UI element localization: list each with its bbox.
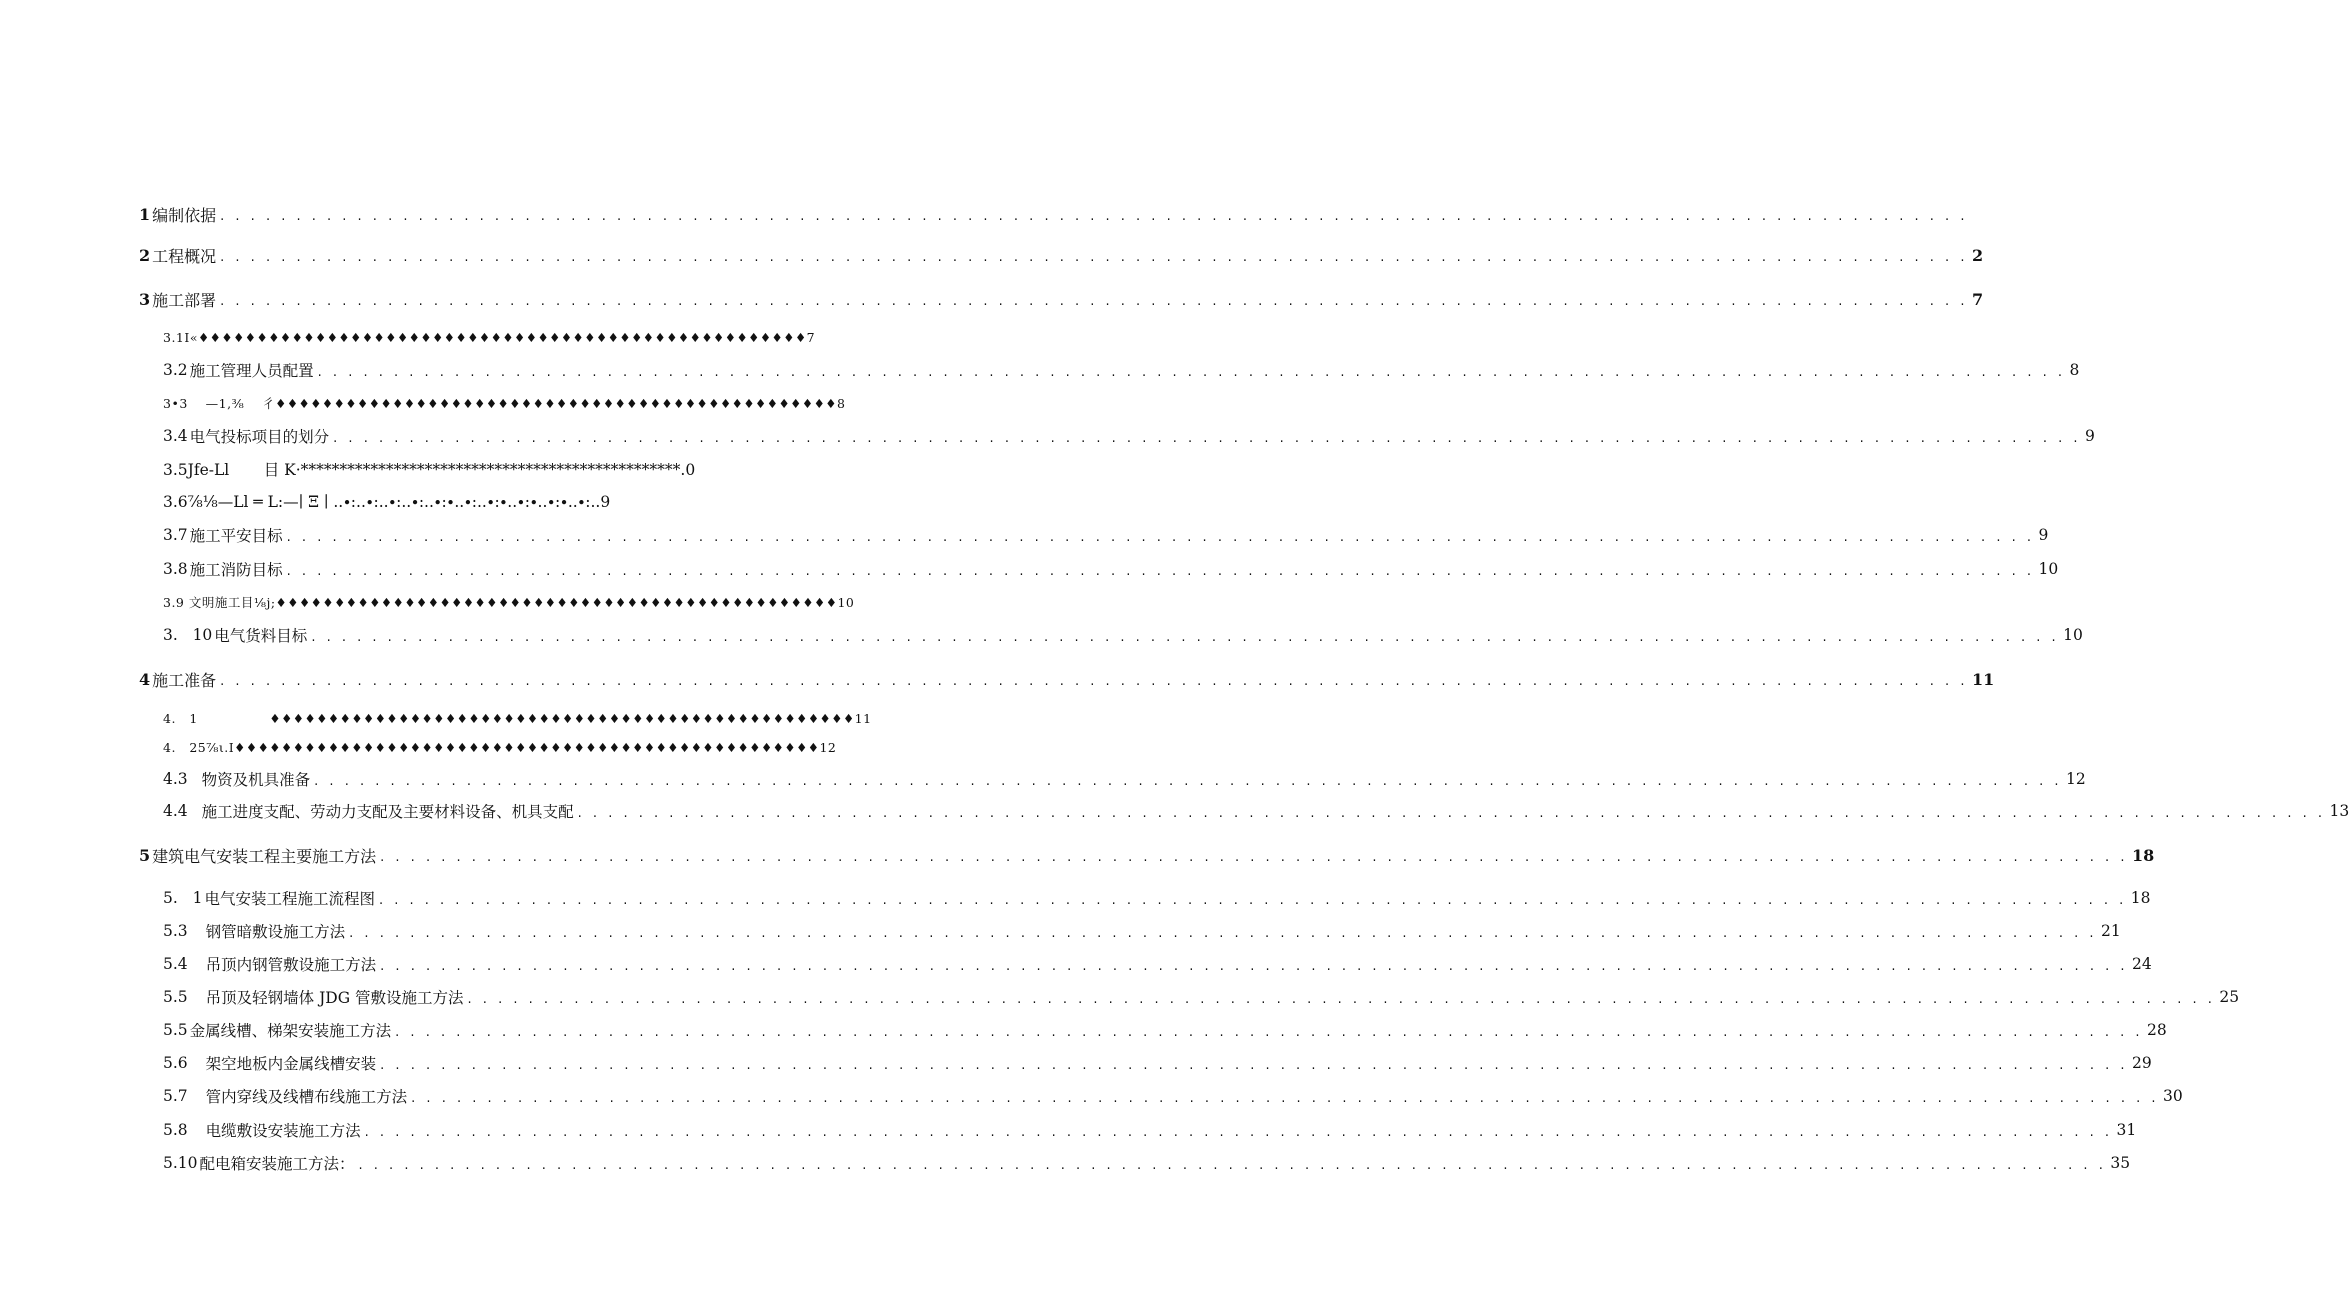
toc-page: 30 — [2162, 1087, 2183, 1105]
toc-title: 管内穿线及线槽布线施工方法 — [205, 1088, 408, 1106]
toc-page: 24 — [2131, 955, 2152, 973]
toc-entry-5-10[interactable] — [163, 1149, 2131, 1177]
toc-entry-3-9[interactable] — [163, 588, 855, 616]
toc-page: 9 — [2084, 427, 2095, 445]
toc-number: 5.10 — [163, 1154, 198, 1172]
toc-entry-4-4[interactable] — [163, 797, 2349, 825]
toc-page: 11 — [1971, 669, 1995, 689]
toc-entry-3-3[interactable] — [163, 389, 846, 417]
toc-entry-3-7[interactable] — [163, 521, 2049, 549]
toc-entry-4-1[interactable] — [163, 704, 872, 732]
toc-number: 3.8 — [163, 560, 188, 578]
toc-number: 4.4 — [163, 802, 188, 820]
toc-entry-5-5b[interactable] — [163, 1016, 2167, 1044]
toc-page: 25 — [2219, 988, 2240, 1006]
toc-entry-5-5a[interactable] — [163, 983, 2240, 1011]
toc-number: 5.4 — [163, 955, 188, 973]
toc-page: 10 — [2063, 626, 2083, 644]
toc-number: 5.6 — [163, 1054, 188, 1072]
toc-page: 13 — [2329, 802, 2349, 820]
dot-leader — [359, 1158, 2107, 1173]
toc-title: 施工消防目标 — [189, 561, 283, 579]
toc-number: 5.5 — [163, 988, 188, 1006]
toc-garbled-text: 4. 25⅞ι.I♦♦♦♦♦♦♦♦♦♦♦♦♦♦♦♦♦♦♦♦♦♦♦♦♦♦♦♦♦♦♦♦♦♦♦♦♦♦♦♦♦♦♦♦♦♦♦♦♦♦12 — [163, 739, 837, 755]
toc-number: 5 — [139, 845, 151, 865]
toc-title: 钢管暗敷设施工方法 — [205, 923, 346, 941]
dot-leader — [220, 294, 1968, 309]
toc-entry-3-8[interactable] — [163, 555, 2059, 583]
dot-leader — [311, 630, 2059, 645]
toc-title: 电气货料目标 — [214, 627, 308, 645]
toc-title: 施工部署 — [152, 290, 217, 310]
toc-page: 7 — [1971, 289, 1984, 309]
toc-page: 18 — [2131, 845, 2155, 865]
toc-page: 18 — [2130, 889, 2151, 907]
toc-page: 8 — [2069, 361, 2080, 379]
toc-page: 31 — [2116, 1121, 2137, 1139]
dot-leader — [287, 530, 2035, 545]
toc-page: 10 — [2038, 560, 2059, 578]
toc-entry-5-6[interactable] — [163, 1049, 2152, 1077]
toc-page: 12 — [2065, 770, 2086, 788]
toc-page: 2 — [1971, 245, 1984, 265]
toc-title: 吊顶及轻钢墙体 JDG 管敷设施工方法 — [205, 989, 464, 1007]
toc-title: 建筑电气安装工程主要施工方法 — [152, 846, 377, 866]
dot-leader — [333, 431, 2081, 446]
toc-entry-1[interactable] — [139, 200, 759, 228]
toc-entry-3-5[interactable] — [163, 455, 733, 483]
dot-leader — [349, 926, 2097, 941]
toc-number: 5.3 — [163, 922, 188, 940]
toc-title: 编制依据 — [152, 205, 217, 225]
toc-garbled-text: 3.9 文明施工目⅛j;♦♦♦♦♦♦♦♦♦♦♦♦♦♦♦♦♦♦♦♦♦♦♦♦♦♦♦♦♦♦♦♦♦♦♦♦♦♦♦♦♦♦♦♦♦♦♦♦10 — [163, 595, 855, 610]
toc-number: 2 — [139, 245, 151, 265]
dot-leader — [411, 1091, 2159, 1106]
toc-number: 5.7 — [163, 1087, 188, 1105]
toc-number: 3. 10 — [163, 626, 213, 644]
toc-garbled-text: 3.5Jfe-Ll 目 K·*************************************************.0 — [163, 461, 696, 479]
dot-leader — [220, 674, 1968, 689]
toc-entry-5-8[interactable] — [163, 1116, 2137, 1144]
toc-number: 5.8 — [163, 1121, 188, 1139]
toc-garbled-text: 3•3 —1,⅜ 彳♦♦♦♦♦♦♦♦♦♦♦♦♦♦♦♦♦♦♦♦♦♦♦♦♦♦♦♦♦♦♦♦♦♦♦♦♦♦♦♦♦♦♦♦♦♦♦♦8 — [163, 396, 846, 411]
dot-leader — [365, 1125, 2113, 1140]
toc-entry-4-3[interactable] — [163, 765, 2086, 793]
dot-leader — [380, 850, 2128, 865]
toc-entry-4-2[interactable] — [163, 733, 837, 761]
toc-entry-3-10[interactable] — [163, 621, 2083, 649]
toc-entry-5-4[interactable] — [163, 950, 2152, 978]
toc-page: 28 — [2146, 1021, 2167, 1039]
toc-entry-3-4[interactable] — [163, 422, 2095, 450]
dot-leader — [395, 1025, 2143, 1040]
toc-title: 施工进度支配、劳动力支配及主要材料设备、机具支配 — [201, 803, 574, 821]
toc-title: 物资及机具准备 — [201, 771, 311, 789]
toc-title: 施工管理人员配置 — [189, 362, 314, 380]
toc-page: 9 — [2038, 526, 2049, 544]
toc-title: 配电箱安装施工方法： — [199, 1155, 355, 1173]
dot-leader — [578, 806, 2326, 821]
toc-page: 21 — [2100, 922, 2121, 940]
toc-number: 4.3 — [163, 770, 188, 788]
toc-title: 电气投标项目的划分 — [189, 428, 330, 446]
toc-entry-3[interactable] — [139, 285, 1984, 313]
toc-title: 金属线槽、梯架安装施工方法 — [189, 1022, 392, 1040]
toc-page: 35 — [2110, 1154, 2131, 1172]
toc-page: 29 — [2131, 1054, 2152, 1072]
toc-title: 吊顶内钢管敷设施工方法 — [205, 956, 377, 974]
toc-entry-4[interactable] — [139, 665, 1995, 693]
dot-leader — [220, 250, 1968, 265]
toc-garbled-text: 3.1I«♦♦♦♦♦♦♦♦♦♦♦♦♦♦♦♦♦♦♦♦♦♦♦♦♦♦♦♦♦♦♦♦♦♦♦♦♦♦♦♦♦♦♦♦♦♦♦♦♦♦♦♦7 — [163, 329, 816, 345]
toc-entry-5-1[interactable] — [163, 884, 2151, 912]
dot-leader — [318, 365, 2066, 380]
dot-leader — [380, 959, 2128, 974]
dot-leader — [287, 564, 2035, 579]
toc-title: 施工准备 — [152, 670, 217, 690]
toc-title: 电缆敷设安装施工方法 — [205, 1122, 361, 1140]
toc-title: 电气安装工程施工流程图 — [204, 890, 375, 908]
dot-leader — [379, 893, 2127, 908]
toc-title: 工程概况 — [152, 246, 217, 266]
dot-leader — [220, 209, 1968, 224]
toc-number: 4 — [139, 669, 151, 689]
toc-garbled-text: 4. 1 ♦♦♦♦♦♦♦♦♦♦♦♦♦♦♦♦♦♦♦♦♦♦♦♦♦♦♦♦♦♦♦♦♦♦♦♦♦♦♦♦♦♦♦♦♦♦♦♦♦♦11 — [163, 710, 872, 726]
toc-entry-3-6[interactable] — [163, 488, 611, 516]
toc-title: 施工平安目标 — [189, 527, 283, 545]
dot-leader — [314, 774, 2062, 789]
toc-number: 3.7 — [163, 526, 188, 544]
dot-leader — [468, 992, 2216, 1007]
toc-garbled-text: 3.6⅞⅛—Ll ═ L:—∣ Ξ ∣ ..∙:..∙:..∙:..∙:..∙:∙..∙:..∙:∙..∙:∙..∙:∙..∙:..9 — [163, 493, 611, 511]
dot-leader — [380, 1058, 2128, 1073]
toc-entry-5-7[interactable] — [163, 1082, 2183, 1110]
toc-entry-5[interactable] — [139, 841, 2155, 869]
toc-number: 3.2 — [163, 361, 188, 379]
toc-number: 5.5 — [163, 1021, 188, 1039]
toc-number: 5. 1 — [163, 889, 203, 907]
toc-entry-3-1[interactable] — [163, 323, 816, 351]
toc-entry-2[interactable] — [139, 241, 1984, 269]
toc-title: 架空地板内金属线槽安装 — [205, 1055, 377, 1073]
toc-number: 3 — [139, 289, 151, 309]
toc-number: 1 — [139, 204, 151, 224]
toc-entry-5-3[interactable] — [163, 917, 2121, 945]
toc-entry-3-2[interactable] — [163, 356, 2080, 384]
toc-number: 3.4 — [163, 427, 188, 445]
